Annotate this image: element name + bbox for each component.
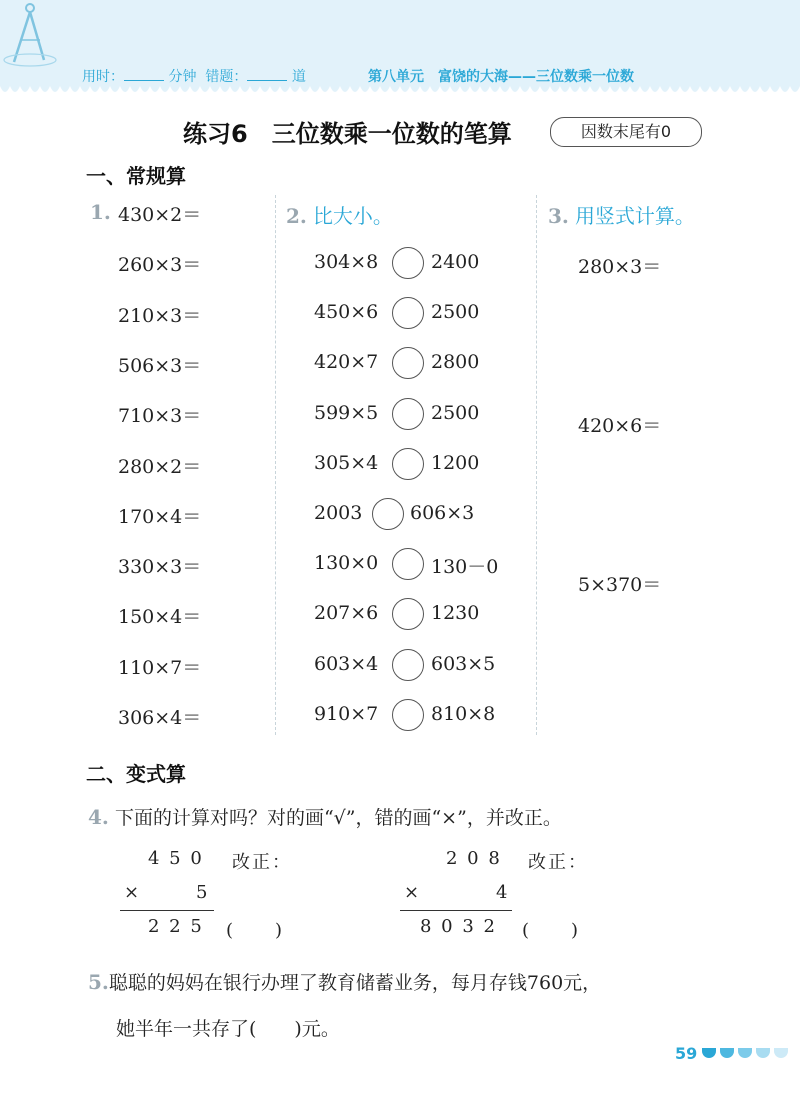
compare-circle[interactable] (392, 548, 424, 580)
q2-right-expr: 2800 (431, 351, 480, 374)
q3-heading: 3. 用竖式计算。 (548, 204, 695, 228)
unit-title: 第八单元 富饶的大海——三位数乘一位数 (368, 69, 634, 85)
header-band (0, 0, 800, 100)
decor-cup-icon (720, 1048, 734, 1058)
compare-circle[interactable] (392, 398, 424, 430)
compare-circle[interactable] (392, 598, 424, 630)
q2-left-expr: 304×8 (314, 251, 379, 273)
q2-right-expr: 130－0 (431, 556, 499, 579)
decor-cup-icon (738, 1048, 752, 1058)
compare-circle[interactable] (392, 649, 424, 681)
q2-right-expr: 1230 (431, 602, 480, 625)
compass-icon (0, 0, 60, 70)
q1-item: 430×2＝ (118, 204, 202, 226)
q4a-multiplier: 5 (196, 882, 210, 903)
q2-left-expr: 420×7 (314, 351, 379, 374)
q1-item: 260×3＝ (118, 254, 202, 277)
q3-item: 5×370＝ (578, 574, 662, 596)
q1-item: 150×4＝ (118, 606, 202, 629)
q4a-line (120, 910, 214, 911)
q4b-fix-label: 改正： (528, 852, 588, 873)
q2-right-expr: 810×8 (431, 702, 496, 725)
q4b-multiply-sign: × (404, 882, 422, 903)
q4b-multiplier: 4 (496, 882, 510, 903)
q4a-multiplicand: 4 5 0 (148, 848, 204, 869)
column-divider-1 (275, 195, 276, 735)
q2-right-expr: 2400 (431, 251, 480, 273)
q2-right-expr: 603×5 (431, 652, 496, 675)
q2-left-expr: 599×5 (314, 401, 379, 424)
q2-heading: 2. 比大小。 (286, 204, 393, 228)
decor-cup-icon (774, 1048, 788, 1058)
section-2-heading: 二、变式算 (86, 762, 186, 786)
compare-circle[interactable] (392, 247, 424, 279)
compare-circle[interactable] (392, 347, 424, 379)
page-number: 59 (675, 1044, 698, 1063)
q2-left-expr: 130×0 (314, 552, 379, 575)
section-1-heading: 一、常规算 (86, 164, 186, 188)
q2-right-expr: 2500 (431, 301, 480, 324)
q1-item: 170×4＝ (118, 505, 202, 528)
q2-left-expr: 603×4 (314, 652, 379, 675)
q1-item: 710×3＝ (118, 405, 202, 428)
errors-blank[interactable] (247, 68, 287, 81)
column-divider-2 (536, 195, 537, 735)
q4-question: 4. 下面的计算对吗？对的画“√”，错的画“×”，并改正。 (88, 805, 562, 829)
decor-cup-icon (756, 1048, 770, 1058)
decor-cup-icon (702, 1048, 716, 1058)
compare-circle[interactable] (392, 699, 424, 731)
topic-tag: 因数末尾有0 (550, 117, 702, 147)
q1-item: 210×3＝ (118, 304, 202, 327)
q5-line-1: 5.聪聪的妈妈在银行办理了教育储蓄业务，每月存钱760元， (88, 970, 602, 994)
compare-circle[interactable] (392, 448, 424, 480)
time-error-record: 用时： 分钟 错题： 道 (82, 69, 306, 85)
q3-item: 420×6＝ (578, 415, 662, 437)
q4b-result: 8 0 3 2 (420, 916, 497, 937)
q4a-fix-label: 改正： (232, 852, 292, 873)
q3-item: 280×3＝ (578, 256, 662, 278)
q2-left-expr: 2003 (314, 502, 363, 524)
q1-item: 110×7＝ (118, 656, 202, 679)
q2-left-expr: 207×6 (314, 602, 379, 625)
q2-right-expr: 2500 (431, 401, 480, 424)
time-blank[interactable] (124, 68, 164, 81)
q1-item: 506×3＝ (118, 354, 202, 377)
q4b-line (400, 910, 512, 911)
q2-left-expr: 305×4 (314, 451, 379, 474)
q2-left-expr: 450×6 (314, 301, 379, 324)
q4a-result: 2 2 5 (148, 916, 204, 937)
q1-number: 1. (90, 200, 111, 224)
q4a-multiply-sign: × (124, 882, 142, 903)
compare-circle[interactable] (392, 297, 424, 329)
q1-item: 330×3＝ (118, 556, 202, 579)
q2-right-expr: 606×3 (410, 502, 475, 524)
compare-circle[interactable] (372, 498, 404, 530)
page-title: 练习6 三位数乘一位数的笔算 (183, 120, 512, 148)
q5-line-2: 她半年一共存了( )元。 (116, 1018, 340, 1040)
q4b-multiplicand: 2 0 8 (446, 848, 502, 869)
q1-item: 280×2＝ (118, 455, 202, 478)
q2-left-expr: 910×7 (314, 702, 379, 725)
q4b-answer-paren[interactable]: ( ) (522, 920, 581, 941)
q4a-answer-paren[interactable]: ( ) (226, 920, 285, 941)
q2-right-expr: 1200 (431, 451, 480, 474)
q1-item: 306×4＝ (118, 707, 202, 729)
